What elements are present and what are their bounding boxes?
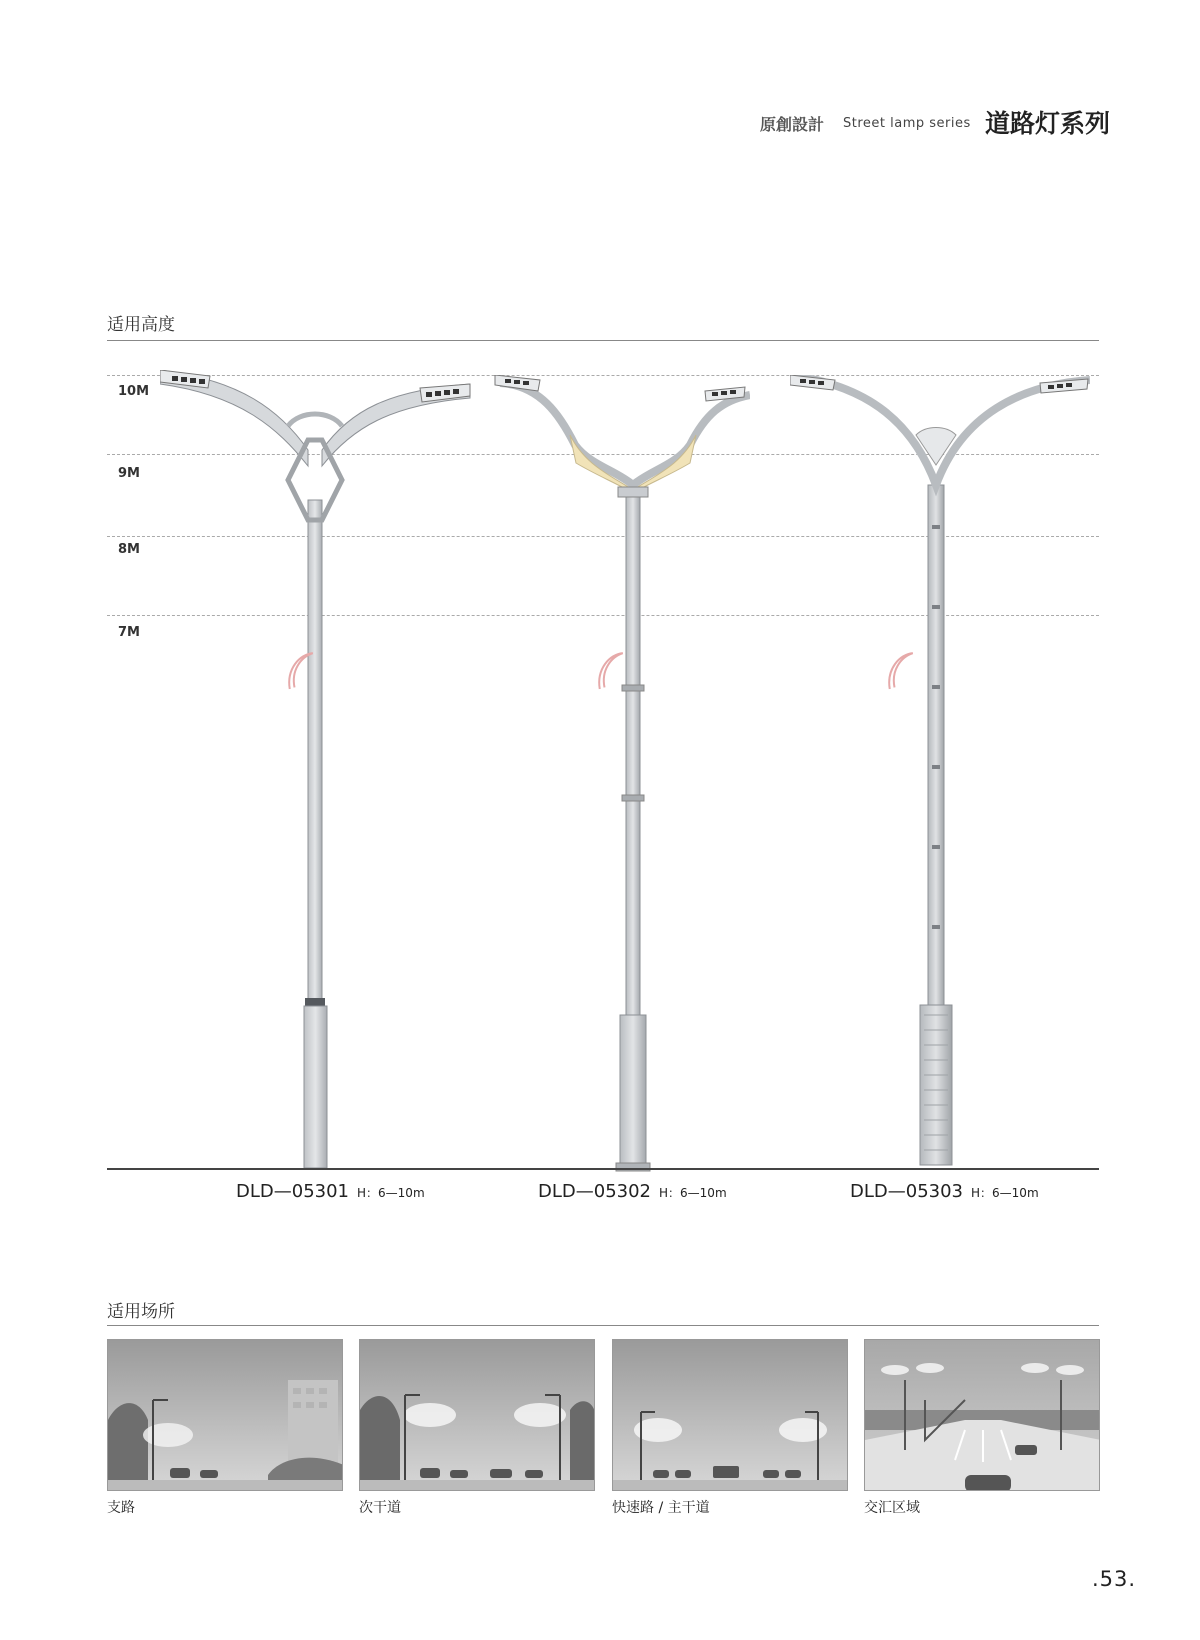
product-label-3 bbox=[850, 1181, 1039, 1202]
section-title-height: 适用高度 bbox=[107, 315, 175, 335]
height-label-7m: 7M bbox=[118, 625, 140, 640]
height-label-10m: 10M bbox=[118, 384, 150, 399]
place-image-intersection bbox=[864, 1339, 1100, 1491]
product-label-1 bbox=[236, 1181, 425, 1202]
place-caption-2: 次干道 bbox=[359, 1500, 401, 1516]
lamp-illustration-05301 bbox=[160, 370, 480, 1170]
section-divider bbox=[107, 1325, 1099, 1326]
model-number: DLD—05303 bbox=[850, 1181, 964, 1202]
ground-line bbox=[107, 1168, 1099, 1170]
section-divider bbox=[107, 340, 1099, 341]
height-label-9m: 9M bbox=[118, 466, 140, 481]
place-caption-1: 支路 bbox=[107, 1500, 135, 1516]
model-height: H：6—10m bbox=[659, 1186, 727, 1200]
place-image-secondary-road bbox=[359, 1339, 595, 1491]
brand-label: 原創設計 bbox=[760, 115, 825, 134]
place-caption-3: 快速路 / 主干道 bbox=[612, 1500, 710, 1516]
lamp-illustration-05303 bbox=[790, 375, 1090, 1175]
model-height: H：6—10m bbox=[971, 1186, 1039, 1200]
model-height: H：6—10m bbox=[357, 1186, 425, 1200]
place-image-expressway bbox=[612, 1339, 848, 1491]
series-label: Street lamp series bbox=[843, 116, 971, 131]
page-title: 道路灯系列 bbox=[985, 109, 1111, 138]
place-caption-4: 交汇区域 bbox=[864, 1500, 920, 1516]
product-label-2 bbox=[538, 1181, 727, 1202]
page-number: .53. bbox=[1092, 1567, 1137, 1591]
section-title-places: 适用场所 bbox=[107, 1302, 175, 1322]
lamp-illustration-05302 bbox=[490, 375, 750, 1175]
model-number: DLD—05301 bbox=[236, 1181, 350, 1202]
model-number: DLD—05302 bbox=[538, 1181, 652, 1202]
height-label-8m: 8M bbox=[118, 542, 140, 557]
place-image-branch-road bbox=[107, 1339, 343, 1491]
